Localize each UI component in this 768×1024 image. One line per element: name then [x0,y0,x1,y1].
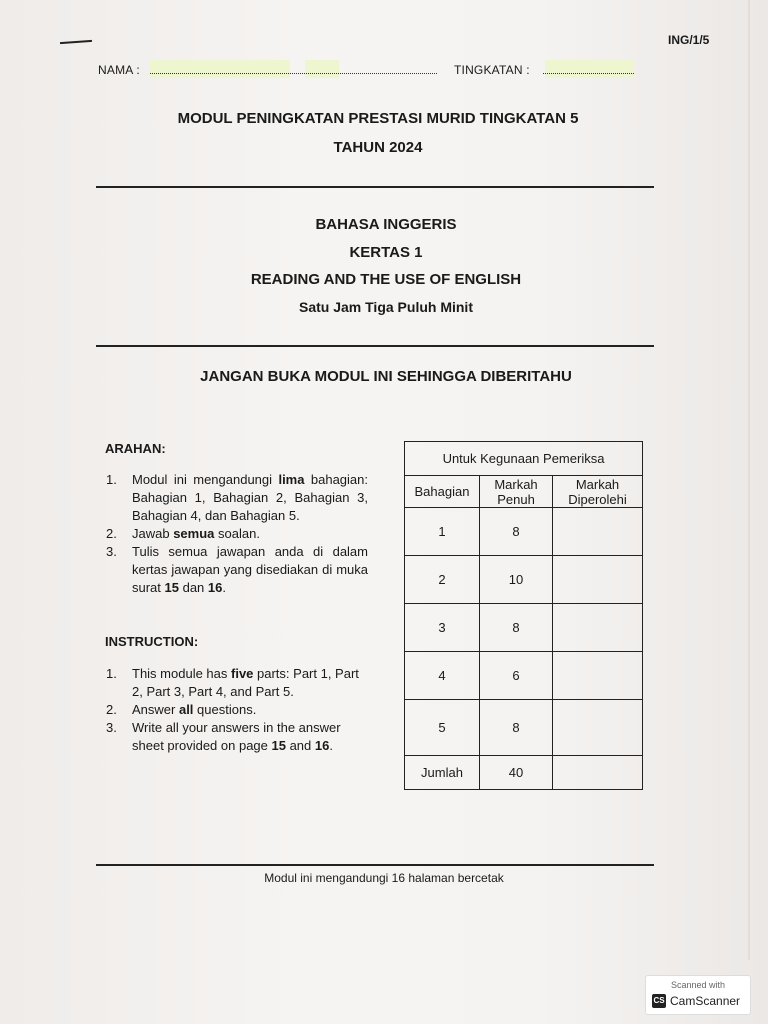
column-header: Markah Penuh [480,476,553,508]
warning-notice: JANGAN BUKA MODUL INI SEHINGGA DIBERITAHU [200,368,572,385]
list-item: 1. This module has five parts: Part 1, Part 2, Part 3, Part 4, and Part 5. [106,666,359,699]
marks-cell[interactable] [553,556,643,604]
list-item: 2. Answer all questions. [106,702,257,717]
highlight-mark [545,60,633,78]
total-label: Jumlah [405,756,480,790]
pen-mark [60,40,92,44]
name-label: NAMA : [98,63,140,77]
camscanner-watermark [645,975,751,1015]
module-year: TAHUN 2024 [333,139,423,156]
highlight-mark [150,60,290,78]
form-label: TINGKATAN : [454,63,530,77]
paper-number: KERTAS 1 [349,244,423,261]
list-item: 2. Jawab semua soalan. [106,526,260,541]
marks-cell[interactable] [553,756,643,790]
highlight-mark [305,60,339,78]
list-item: 3. Tulis semua jawapan anda di dalam kertas jawapan yang disediakan di muka surat 15 dan 16. [106,544,368,595]
name-field-line[interactable] [150,73,437,74]
table-cell: 3 [405,604,480,652]
marks-cell[interactable] [553,700,643,756]
table-title: Untuk Kegunaan Pemeriksa [405,442,643,476]
paper-duration: Satu Jam Tiga Puluh Minit [299,299,473,315]
module-title: MODUL PENINGKATAN PRESTASI MURID TINGKATAN 5 [177,110,579,127]
arahan-heading: ARAHAN: [105,441,166,456]
table-cell: 1 [405,508,480,556]
divider [96,186,654,188]
divider [96,864,654,866]
divider [96,345,654,347]
table-cell: 5 [405,700,480,756]
marks-cell[interactable] [553,508,643,556]
column-header: Bahagian [405,476,480,508]
paper-code: ING/1/5 [668,33,710,47]
paper-title: READING AND THE USE OF ENGLISH [250,271,522,288]
instruction-heading: INSTRUCTION: [105,634,199,649]
form-field-line[interactable] [543,73,634,74]
instruction-list [106,665,372,755]
camscanner-logo-icon: CS [652,994,666,1008]
table-cell: 8 [480,604,553,652]
column-header: Markah Diperolehi [553,476,643,508]
marks-cell[interactable] [553,652,643,700]
table-cell: 6 [480,652,553,700]
table-cell: 8 [480,700,553,756]
examiner-table [404,441,643,790]
table-cell: 10 [480,556,553,604]
table-cell: 4 [405,652,480,700]
watermark-brand: CamScanner [670,994,741,1008]
marks-cell[interactable] [553,604,643,652]
arahan-list [106,471,368,597]
subject-name: BAHASA INGGERIS [315,216,457,233]
table-cell: 2 [405,556,480,604]
table-cell: 8 [480,508,553,556]
page-count-note: Modul ini mengandungi 16 halaman bercetak [264,871,504,885]
watermark-caption: Scanned with [670,980,726,990]
total-value: 40 [480,756,553,790]
list-item: 1. Modul ini mengandungi lima bahagian: Bahagian 1, Bahagian 2, Bahagian 3, Bahagian 4, dan Bahagian 5. [106,472,368,523]
list-item: 3. Write all your answers in the answer sheet provided on page 15 and 16. [106,720,341,753]
